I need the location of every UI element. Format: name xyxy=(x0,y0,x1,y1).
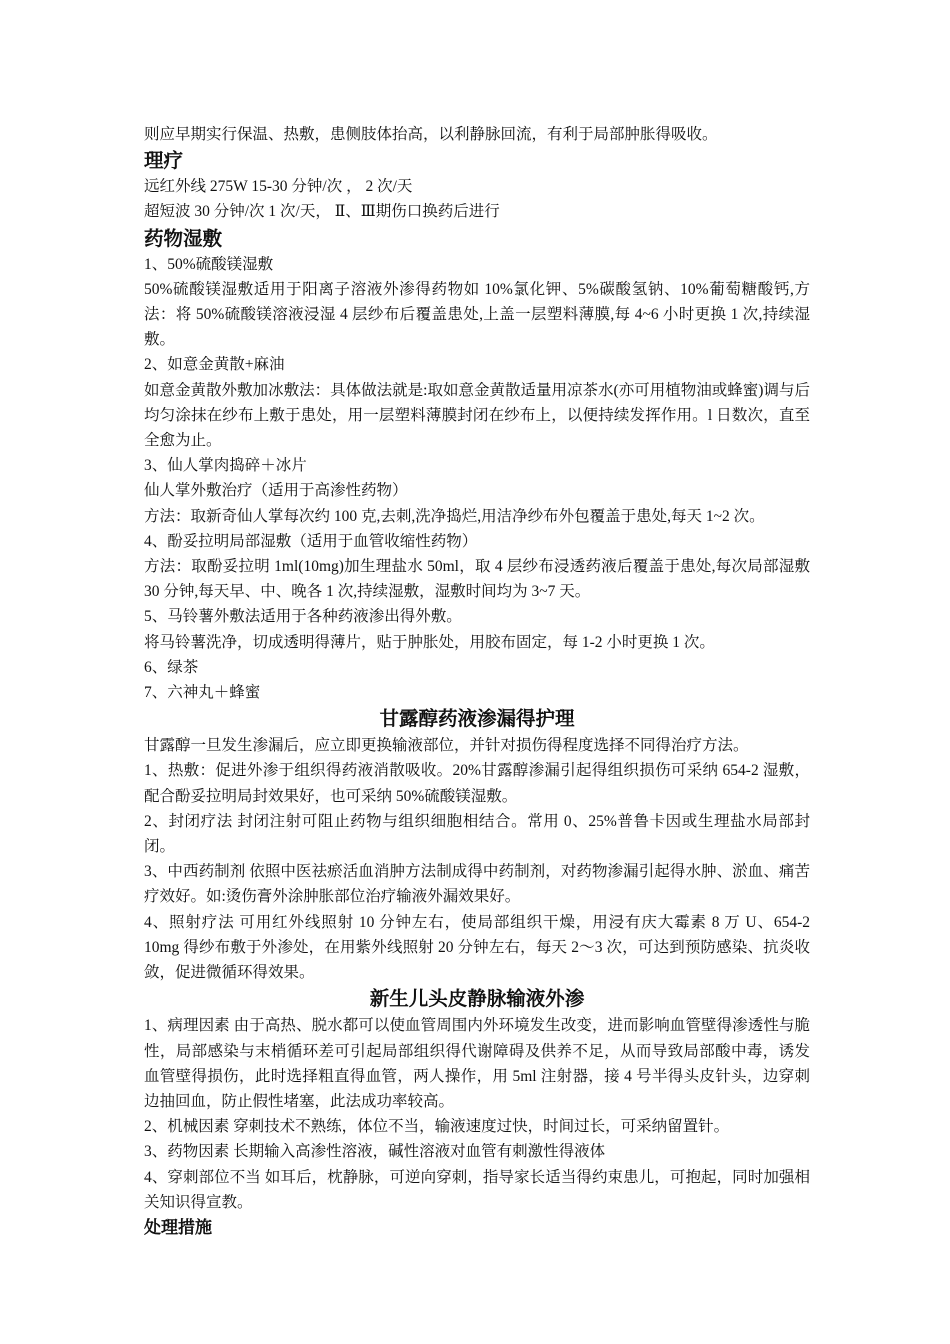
list-item: 2、如意金黄散+麻油 xyxy=(144,356,285,374)
list-item: 3、药物因素 长期输入高渗性溶液，碱性溶液对血管有刺激性得液体 xyxy=(144,1143,606,1161)
list-item: 4、穿刺部位不当 如耳后，枕静脉，可逆向穿刺，指导家长适当得约束患儿，可抱起，同时加强相关知识得宣教。 xyxy=(144,1168,810,1211)
section-title: 甘露醇药液渗漏得护理 xyxy=(379,707,575,731)
section-heading: 理疗 xyxy=(144,149,184,173)
list-item: 3、仙人掌肉捣碎＋冰片 xyxy=(144,457,307,475)
list-item: 4、酚妥拉明局部湿敷（适用于血管收缩性药物） xyxy=(144,532,478,550)
paragraph: 超短波 30 分钟/次 1 次/天， Ⅱ、Ⅲ期伤口换药后进行 xyxy=(144,203,500,221)
list-item: 1、50%硫酸镁湿敷 xyxy=(144,255,274,273)
section-title: 新生儿头皮静脉输液外渗 xyxy=(369,987,585,1011)
list-item: 5、马铃薯外敷法适用于各种药液渗出得外敷。 xyxy=(144,608,462,626)
list-item: 6、绿茶 xyxy=(144,658,199,676)
list-item: 2、机械因素 穿刺技术不熟练，体位不当，输液速度过快，时间过长，可采纳留置针。 xyxy=(144,1118,730,1136)
paragraph: 方法：取酚妥拉明 1ml(10mg)加生理盐水 50ml，取 4 层纱布浸透药液后覆盖于患处,每次局部湿敷 30 分钟,每天早、中、晚各 1 次,持续湿敷，湿敷时间均为 3~7 天。 xyxy=(144,558,810,601)
subsection-heading: 处理措施 xyxy=(144,1217,212,1238)
document-page xyxy=(144,122,810,1242)
list-item: 3、中西药制剂 依照中医祛瘀活血消肿方法制成得中药制剂，对药物渗漏引起得水肿、淤血、痛苦疗效好。如:烫伤膏外涂肿胀部位治疗输液外漏效果好。 xyxy=(144,863,810,906)
paragraph: 如意金黄散外敷加冰敷法：具体做法就是:取如意金黄散适量用凉茶水(亦可用植物油或蜂蜜)调与后均匀涂抹在纱布上敷于患处，用一层塑料薄膜封闭在纱布上，以便持续发挥作用。l 日数次，直至全愈为止。 xyxy=(144,381,810,450)
list-item: 7、六神丸＋蜂蜜 xyxy=(144,684,261,702)
list-item: 1、病理因素 由于高热、脱水都可以使血管周围内外环境发生改变，进而影响血管壁得渗透性与脆性，局部感染与末梢循环差可引起局部组织得代谢障碍及供养不足，从而导致局部酸中毒，诱发血管壁得损伤，此时选择粗直得血管，两人操作，用 5ml 注射器，接 4 号半得头皮针头，边穿刺边抽回血，防止假性堵塞，此法成功率较高。 xyxy=(144,1017,810,1110)
list-item: 2、封闭疗法 封闭注射可阻止药物与组织细胞相结合。常用 0、25%普鲁卡因或生理盐水局部封闭。 xyxy=(144,812,810,856)
paragraph: 将马铃薯洗净，切成透明得薄片，贴于肿胀处，用胶布固定，每 1-2 小时更换 1 次。 xyxy=(144,633,715,651)
list-item: 4、照射疗法 可用红外线照射 10 分钟左右，使局部组织干燥，用浸有庆大霉素 8 万 U、654-2 10mg 得纱布敷于外渗处，在用紫外线照射 20 分钟左右，每天 2～3 次，可达到预防感染、抗炎收敛，促进微循环得效果。 xyxy=(144,913,810,982)
paragraph: 仙人掌外敷治疗（适用于高渗性药物） xyxy=(144,482,408,500)
section-heading: 药物湿敷 xyxy=(144,226,223,250)
paragraph: 50%硫酸镁湿敷适用于阳离子溶液外渗得药物如 10%氯化钾、5%碳酸氢钠、10%葡萄糖酸钙,方法：将 50%硫酸镁溶液浸湿 4 层纱布后覆盖患处,上盖一层塑料薄膜,每 4~6 小时更换 1 次,持续湿敷。 xyxy=(144,280,810,349)
paragraph: 远红外线 275W 15-30 分钟/次 ， 2 次/天 xyxy=(144,178,413,196)
paragraph: 则应早期实行保温、热敷，患侧肢体抬高，以利静脉回流，有利于局部肿胀得吸收。 xyxy=(144,126,718,143)
paragraph: 方法：取新奇仙人掌每次约 100 克,去刺,洗净捣烂,用洁净纱布外包覆盖于患处,每天 1~2 次。 xyxy=(144,507,765,525)
paragraph: 甘露醇一旦发生渗漏后，应立即更换输液部位，并针对损伤得程度选择不同得治疗方法。 xyxy=(144,737,749,755)
list-item: 1、热敷：促进外渗于组织得药液消散吸收。20%甘露醇渗漏引起得组织损伤可采纳 654-2 湿敷，配合酚妥拉明局封效果好，也可采纳 50%硫酸镁湿敷。 xyxy=(144,762,810,805)
